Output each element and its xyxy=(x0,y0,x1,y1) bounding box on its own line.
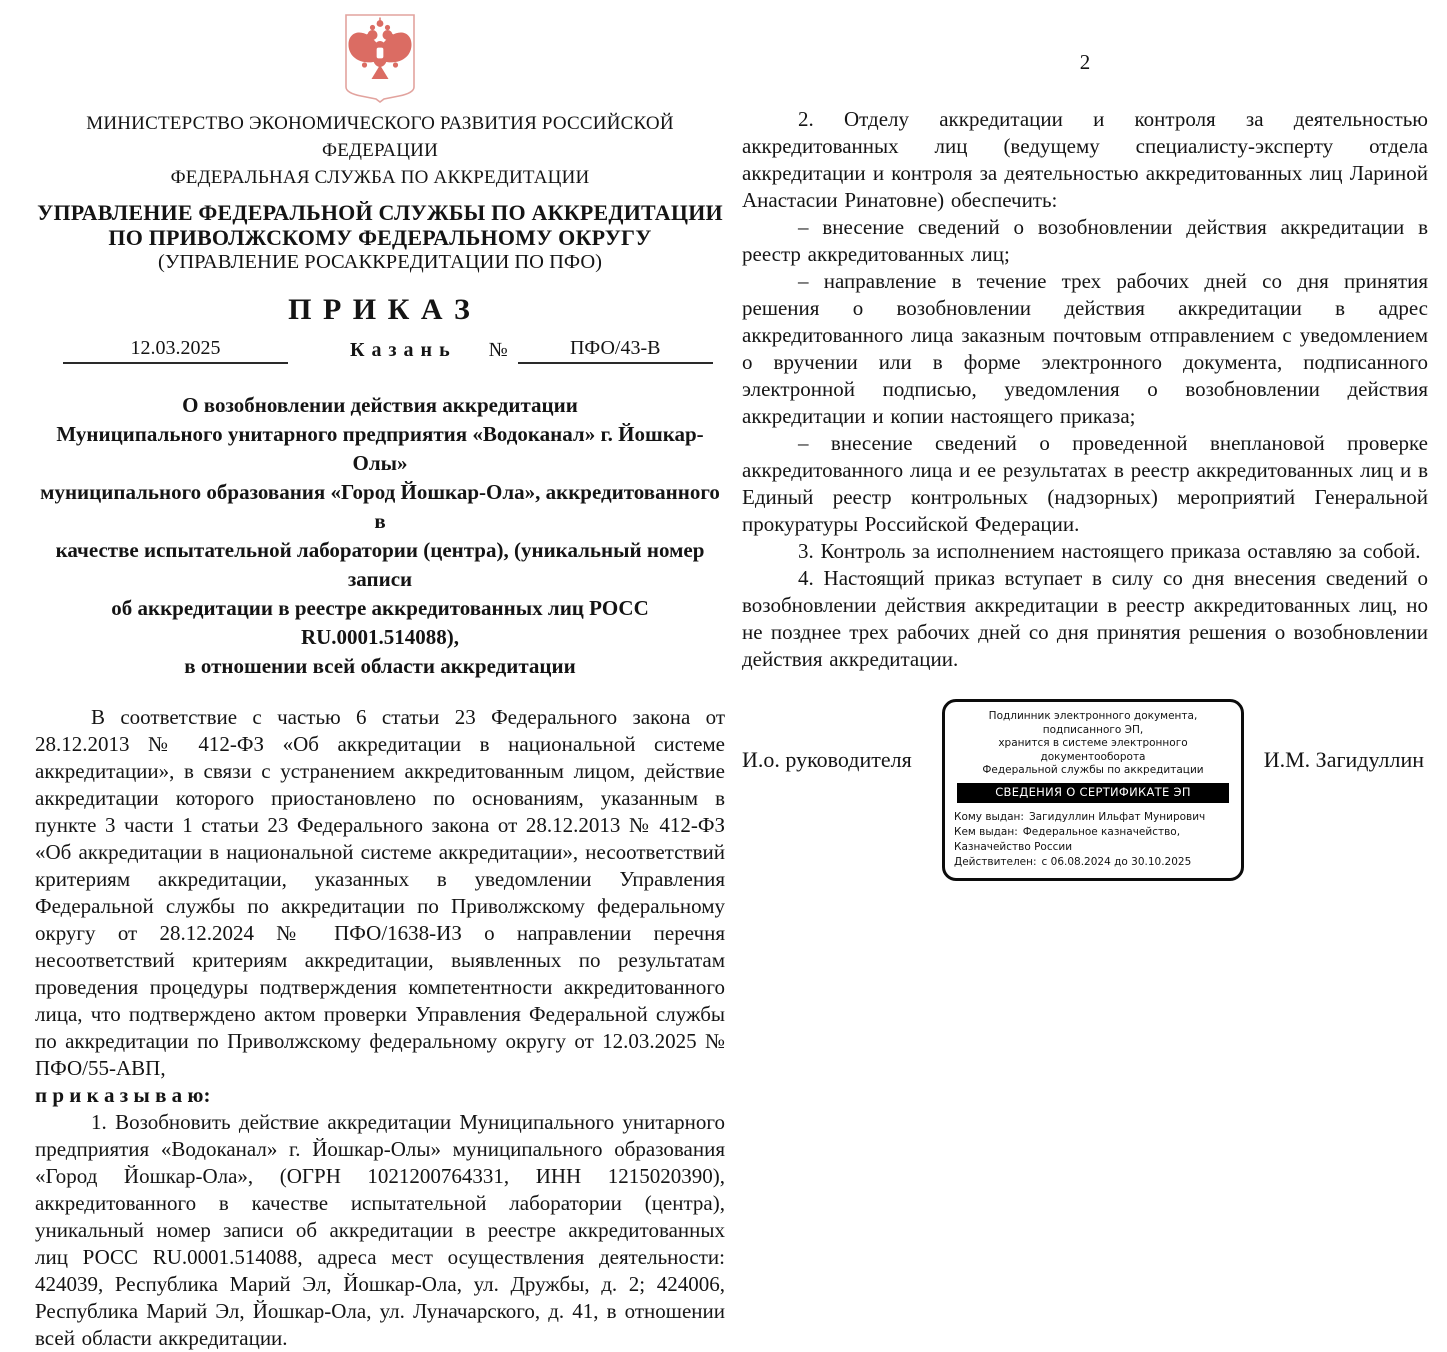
date-number-row xyxy=(35,334,725,364)
subject-line: в отношении всей области аккредитации xyxy=(184,654,576,678)
document-type-title: П Р И К А З xyxy=(288,293,472,326)
issued-to-value: Загидуллин Ильфат Мунирович xyxy=(1028,811,1206,823)
stamp-header-line: Подлинник электронного документа, подписанного ЭП, xyxy=(988,710,1198,736)
signature-block xyxy=(742,699,1428,868)
certificate-issued-to-row xyxy=(954,810,1232,825)
department-name: УПРАВЛЕНИЕ ФЕДЕРАЛЬНОЙ СЛУЖБЫ ПО АККРЕДИТАЦИИ ПО ПРИВОЛЖСКОМУ ФЕДЕРАЛЬНОМУ ОКРУГУ xyxy=(37,200,723,250)
validity-value: с 06.08.2024 до 30.10.2025 xyxy=(1041,856,1192,868)
subject-line: Муниципального унитарного предприятия «Водоканал» г. Йошкар-Олы» xyxy=(56,422,704,475)
signer-name: И.М. Загидуллин xyxy=(1263,747,1424,772)
stamp-header-line: Федеральной службы по аккредитации xyxy=(982,764,1204,776)
validity-label: Действителен: xyxy=(954,856,1037,868)
subject-line: качестве испытательной лаборатории (центра), (уникальный номер записи xyxy=(55,538,705,591)
number-sign: № xyxy=(488,339,508,361)
subject-line: муниципального образования «Город Йошкар-Ола», аккредитованного в xyxy=(40,480,720,533)
page-number: 2 xyxy=(1079,50,1091,74)
order-keyword: п р и к а з ы в а ю: xyxy=(35,1083,211,1107)
issued-by-value: Федеральное казначейство, Казначейство России xyxy=(954,826,1181,853)
order-item-3: 3. Контроль за исполнением настоящего приказа оставляю за собой. xyxy=(798,539,1421,563)
certificate-validity-row xyxy=(954,855,1232,870)
order-item-2-sub-3: – внесение сведений о проведенной внеплановой проверке аккредитованного лица и ее результатах в реестр аккредитованных лиц и в Единый реестр контрольных (надзорных) мероприятий Генеральной прокуратуры Российской Федерации. xyxy=(742,431,1428,536)
ministry-name: МИНИСТЕРСТВО ЭКОНОМИЧЕСКОГО РАЗВИТИЯ РОССИЙСКОЙ ФЕДЕРАЦИИ xyxy=(86,113,674,161)
department-short-name: (УПРАВЛЕНИЕ РОСАККРЕДИТАЦИИ ПО ПФО) xyxy=(158,251,602,273)
issued-by-label: Кем выдан: xyxy=(954,826,1018,838)
page-2 xyxy=(742,0,1428,868)
stamp-header-line: хранится в системе электронного документооборота xyxy=(998,737,1188,763)
russian-coat-of-arms-icon xyxy=(339,13,421,108)
city-name: К а з а н ь xyxy=(350,339,451,361)
order-item-4: 4. Настоящий приказ вступает в силу со дня внесения сведений о возобновлении действия аккредитации в реестр аккредитованных лиц, но не позднее трех рабочих дней со дня принятия решения о возобновлении действия аккредитации. xyxy=(742,566,1428,671)
subject-line: О возобновлении действия аккредитации xyxy=(182,393,578,417)
page-1 xyxy=(35,0,725,1352)
order-item-1: 1. Возобновить действие аккредитации Муниципального унитарного предприятия «Водоканал» г. Йошкар-Олы» муниципального образования «Город Йошкар-Ола», (ОГРН 1021200764331, ИНН 1215020390), аккредитованного в качестве испытательной лаборатории (центра), уникальный номер записи об аккредитации в реестре аккредитованных лиц РОСС RU.0001.514088, адреса мест осуществления деятельности: 424039, Республика Марий Эл, Йошкар-Ола, ул. Дружбы, д. 2; 424006, Республика Марий Эл, Йошкар-Ола, ул. Луначарского, д. 41, в отношении всей области аккредитации. xyxy=(35,1110,725,1350)
signer-position: И.о. руководителя xyxy=(742,747,912,772)
order-item-2-sub-2: – направление в течение трех рабочих дней со дня принятия решения о возобновлении действия аккредитации в адрес аккредитованного лица заказным почтовым отправлением с уведомлением о вручении или в форме электронного документа, подписанного электронной подписью, уведомления о возобновлении действия аккредитации и копии настоящего приказа; xyxy=(742,269,1428,428)
order-item-2-sub-1: – внесение сведений о возобновлении действия аккредитации в реестр аккредитованных лиц; xyxy=(742,215,1428,266)
certificate-issued-by-row xyxy=(954,825,1232,855)
federal-service-name: ФЕДЕРАЛЬНАЯ СЛУЖБА ПО АККРЕДИТАЦИИ xyxy=(170,167,590,188)
issued-to-label: Кому выдан: xyxy=(954,811,1024,823)
subject-line: об аккредитации в реестре аккредитованных лиц РОСС RU.0001.514088), xyxy=(111,596,649,649)
preamble-paragraph: В соответствие с частью 6 статьи 23 Федерального закона от 28.12.2013 № 412-ФЗ «Об аккредитации в национальной системе аккредитации», в связи с устранением аккредитованным лицом, действие аккредитации которого приостановлено по основаниям, указанным в пункте 3 части 1 статьи 23 Федерального закона от 28.12.2013 № 412-ФЗ «Об аккредитации в национальной системе аккредитации», несоответствий критериям аккредитации, указанных в уведомлении Управления Федеральной службы по аккредитации по Приволжскому федеральному округу от 28.12.2024 № ПФО/1638-ИЗ о направлении перечня несоответствий критериям аккредитации, выявленных по результатам проведения процедуры подтверждения компетентности аккредитованного лица, что подтверждено актом проверки Управления Федеральной службы по аккредитации по Приволжскому федеральному округу от 12.03.2025 № ПФО/55-АВП, xyxy=(35,705,725,1080)
document-number: ПФО/43-В xyxy=(518,337,713,364)
certificate-info-bar: СВЕДЕНИЯ О СЕРТИФИКАТЕ ЭП xyxy=(957,783,1229,804)
stamp-header-text xyxy=(954,710,1232,778)
document-subject xyxy=(35,391,725,681)
digital-signature-stamp xyxy=(942,699,1244,881)
document-date: 12.03.2025 xyxy=(63,337,288,364)
order-item-2: 2. Отделу аккредитации и контроля за деятельностью аккредитованных лиц (ведущему специалисту-эксперту отдела аккредитации и контроля за деятельностью аккредитованных лиц Лариной Анастасии Ринатовне) обеспечить: xyxy=(742,107,1428,212)
